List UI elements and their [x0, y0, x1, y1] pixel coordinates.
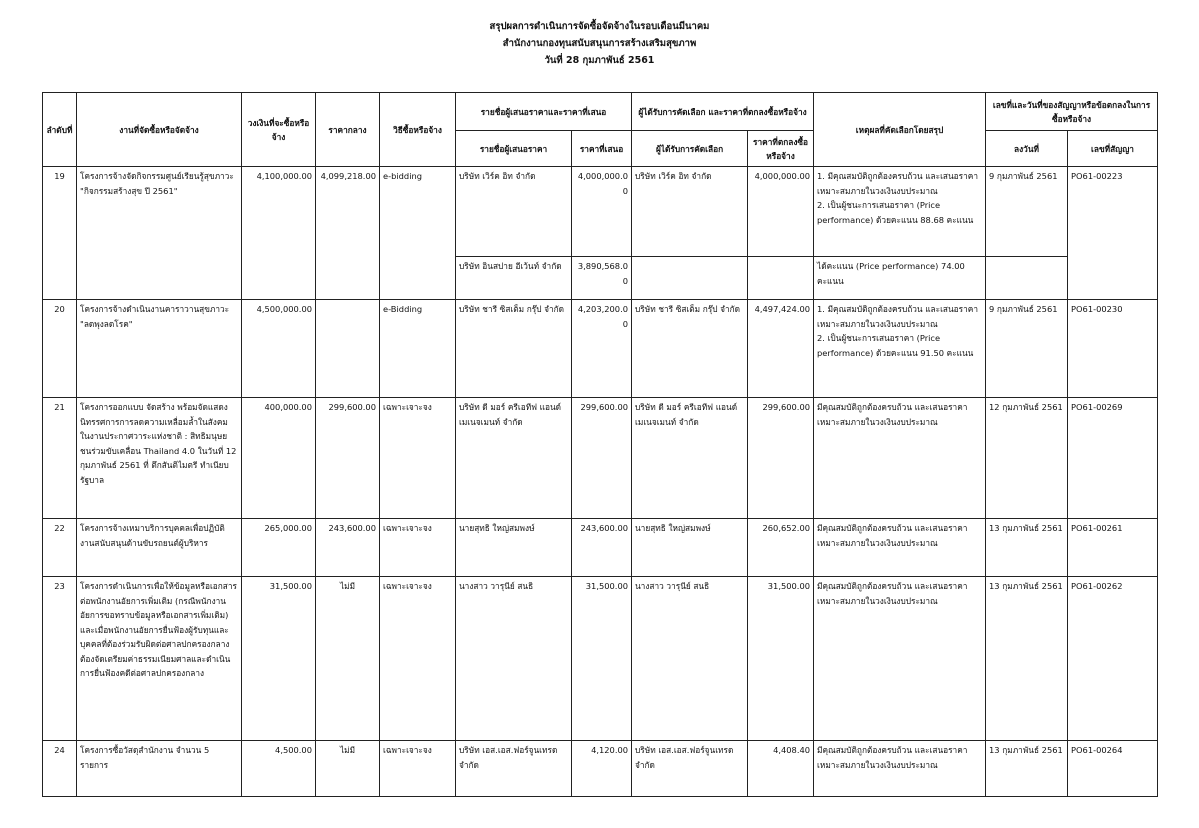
row-selected-name: นายสุทธิ ใหญ่สมพงษ์ [632, 519, 748, 577]
row-median: ไม่มี [316, 577, 380, 741]
row-median: 4,099,218.00 [316, 167, 380, 300]
report-title: สรุปผลการดำเนินการจัดซื้อจัดจ้างในรอบเดือนมีนาคม [489, 21, 710, 32]
row-selected-name: นางสาว วารุนีย์ สนธิ [632, 577, 748, 741]
row-contract-date: 13 กุมภาพันธ์ 2561 [986, 577, 1068, 741]
col-method: วิธีซื้อหรือจ้าง [380, 93, 456, 167]
row-bidder-name: บริษัท เอส.เอส.ฟอร์จูนเทรด จำกัด [456, 741, 572, 797]
reason-line-2: 2. เป็นผู้ชนะการเสนอราคา (Price performance) ด้วยคะแนน 91.50 คะแนน [817, 333, 974, 358]
row-reason [814, 300, 986, 398]
table-row [43, 167, 1158, 257]
reason-line-2: 2. เป็นผู้ชนะการเสนอราคา (Price performance) ด้วยคะแนน 88.68 คะแนน [817, 200, 974, 225]
row-agreed-price: 4,408.40 [748, 741, 814, 797]
row-agreed-price: 299,600.00 [748, 398, 814, 519]
row-contract-no: PO61-00261 [1068, 519, 1158, 577]
row-reason: มีคุณสมบัติถูกต้องครบถ้วน และเสนอราคาเหมาะสมภายในวงเงินงบประมาณ [814, 577, 986, 741]
col-selected-group: ผู้ได้รับการคัดเลือก และราคาที่ตกลงซื้อหรือจ้าง [632, 93, 814, 131]
table-row [43, 300, 1158, 398]
row-item: โครงการดำเนินการเพื่อให้ข้อมูลหรือเอกสารต่อพนักงานอัยการเพิ่มเติม (กรณีพนักงานอัยการขอทราบข้อมูลหรือเอกสารเพิ่มเติม) และเมื่อพนักงานอัยการยื่นฟ้องผู้รับทุนและบุคคลที่ต้องร่วมรับผิดต่อศาลปกครองกลาง ต้องจัดเตรียมค่าธรรมเนียมศาลและดำเนินการยื่นฟ้องคดีต่อศาลปกครองกลาง [77, 577, 242, 741]
row-reason: ได้คะแนน (Price performance) 74.00 คะแนน [814, 257, 986, 300]
row-bid-price: 299,600.00 [572, 398, 632, 519]
row-method: e-bidding [380, 167, 456, 300]
row-contract-date: 13 กุมภาพันธ์ 2561 [986, 741, 1068, 797]
row-selected-name: บริษัท ดี มอร์ ครีเอทีฟ แอนด์เมเนจเมนท์ จำกัด [632, 398, 748, 519]
row-agreed-price: 260,652.00 [748, 519, 814, 577]
row-agreed-price: 4,000,000.00 [748, 167, 814, 257]
row-budget: 400,000.00 [242, 398, 316, 519]
row-median [316, 300, 380, 398]
reason-line-1: 1. มีคุณสมบัติถูกต้องครบถ้วน และเสนอราคาเหมาะสมภายในวงเงินงบประมาณ [817, 171, 978, 196]
procurement-table [42, 92, 1158, 797]
row-budget: 4,500.00 [242, 741, 316, 797]
table-header [43, 93, 1158, 167]
row-bid-price: 4,000,000.00 [572, 167, 632, 257]
row-no: 22 [43, 519, 77, 577]
row-contract-no: PO61-00223 [1068, 167, 1158, 300]
table-row [43, 577, 1158, 741]
row-budget: 265,000.00 [242, 519, 316, 577]
row-median: 299,600.00 [316, 398, 380, 519]
row-no: 23 [43, 577, 77, 741]
row-contract-date: 9 กุมภาพันธ์ 2561 [986, 300, 1068, 398]
col-bid-price: ราคาที่เสนอ [572, 131, 632, 167]
row-selected-name [632, 257, 748, 300]
row-agreed-price [748, 257, 814, 300]
row-bidder-name: บริษัท ดี มอร์ ครีเอทีฟ แอนด์เมเนจเมนท์ จำกัด [456, 398, 572, 519]
row-method: เฉพาะเจาะจง [380, 519, 456, 577]
row-selected-name: บริษัท ชารี ซิสเต็ม กรุ๊ป จำกัด [632, 300, 748, 398]
row-bidder-name: บริษัท ชารี ซิสเต็ม กรุ๊ป จำกัด [456, 300, 572, 398]
row-agreed-price: 4,497,424.00 [748, 300, 814, 398]
row-selected-name: บริษัท เอส.เอส.ฟอร์จูนเทรด จำกัด [632, 741, 748, 797]
table-row [43, 398, 1158, 519]
col-contract-date: ลงวันที่ [986, 131, 1068, 167]
col-reason: เหตุผลที่คัดเลือกโดยสรุป [814, 93, 986, 167]
row-selected-name: บริษัท เวิร์ค อิท จำกัด [632, 167, 748, 257]
row-bidder-name: บริษัท เวิร์ค อิท จำกัด [456, 167, 572, 257]
col-bidders-group: รายชื่อผู้เสนอราคาและราคาที่เสนอ [456, 93, 632, 131]
table-row [43, 741, 1158, 797]
col-bidder-name: รายชื่อผู้เสนอราคา [456, 131, 572, 167]
report-agency: สำนักงานกองทุนสนับสนุนการสร้างเสริมสุขภาพ [502, 38, 697, 49]
table-row [43, 519, 1158, 577]
col-agreed-price: ราคาที่ตกลงซื้อหรือจ้าง [748, 131, 814, 167]
row-no: 21 [43, 398, 77, 519]
report-date: วันที่ 28 กุมภาพันธ์ 2561 [544, 55, 655, 66]
row-agreed-price: 31,500.00 [748, 577, 814, 741]
row-item: โครงการออกแบบ จัดสร้าง พร้อมจัดแสดงนิทรรศการการลดความเหลื่อมล้ำในสังคม ในงานประกาศวาระแห่งชาติ : สิทธิมนุษยชนร่วมขับเคลื่อน Thailand 4.0 ในวันที่ 12 กุมภาพันธ์ 2561 ที่ ตึกสันติไมตรี ทำเนียบรัฐบาล [77, 398, 242, 519]
row-bidder-name: นายสุทธิ ใหญ่สมพงษ์ [456, 519, 572, 577]
row-item: โครงการซื้อวัสดุสำนักงาน จำนวน 5 รายการ [77, 741, 242, 797]
row-item: โครงการจ้างเหมาบริการบุคคลเพื่อปฏิบัติงานสนับสนุนด้านขับรถยนต์ผู้บริหาร [77, 519, 242, 577]
table-body [43, 167, 1158, 797]
row-contract-date [986, 257, 1068, 300]
row-contract-date: 12 กุมภาพันธ์ 2561 [986, 398, 1068, 519]
row-contract-no: PO61-00264 [1068, 741, 1158, 797]
row-bid-price: 31,500.00 [572, 577, 632, 741]
col-no: ลำดับที่ [43, 93, 77, 167]
row-bid-price: 243,600.00 [572, 519, 632, 577]
col-median: ราคากลาง [316, 93, 380, 167]
row-bidder-name: นางสาว วารุนีย์ สนธิ [456, 577, 572, 741]
col-item: งานที่จัดซื้อหรือจัดจ้าง [77, 93, 242, 167]
row-contract-no: PO61-00230 [1068, 300, 1158, 398]
row-method: เฉพาะเจาะจง [380, 741, 456, 797]
row-budget: 31,500.00 [242, 577, 316, 741]
row-bid-price: 4,203,200.00 [572, 300, 632, 398]
row-no: 24 [43, 741, 77, 797]
row-budget: 4,500,000.00 [242, 300, 316, 398]
row-reason [814, 167, 986, 257]
row-bid-price: 4,120.00 [572, 741, 632, 797]
report-header [0, 18, 1199, 69]
row-budget: 4,100,000.00 [242, 167, 316, 300]
col-contract-group: เลขที่และวันที่ของสัญญาหรือข้อตกลงในการซื้อหรือจ้าง [986, 93, 1158, 131]
row-method: เฉพาะเจาะจง [380, 577, 456, 741]
row-bidder-name: บริษัท อินสปาย อีเว้นท์ จำกัด [456, 257, 572, 300]
row-no: 20 [43, 300, 77, 398]
col-selected-name: ผู้ได้รับการคัดเลือก [632, 131, 748, 167]
row-item: โครงการจ้างจัดกิจกรรมศูนย์เรียนรู้สุขภาวะ "กิจกรรมสร้างสุข ปี 2561" [77, 167, 242, 300]
row-contract-no: PO61-00262 [1068, 577, 1158, 741]
row-contract-date: 13 กุมภาพันธ์ 2561 [986, 519, 1068, 577]
row-item: โครงการจ้างดำเนินงานคาราวานสุขภาวะ "ลดพุงลดโรค" [77, 300, 242, 398]
row-method: e-Bidding [380, 300, 456, 398]
row-bid-price: 3,890,568.00 [572, 257, 632, 300]
row-contract-no: PO61-00269 [1068, 398, 1158, 519]
col-budget: วงเงินที่จะซื้อหรือจ้าง [242, 93, 316, 167]
row-no: 19 [43, 167, 77, 300]
col-contract-no: เลขที่สัญญา [1068, 131, 1158, 167]
row-median: 243,600.00 [316, 519, 380, 577]
row-method: เฉพาะเจาะจง [380, 398, 456, 519]
row-median: ไม่มี [316, 741, 380, 797]
reason-line-1: 1. มีคุณสมบัติถูกต้องครบถ้วน และเสนอราคาเหมาะสมภายในวงเงินงบประมาณ [817, 304, 978, 329]
row-reason: มีคุณสมบัติถูกต้องครบถ้วน และเสนอราคาเหมาะสมภายในวงเงินงบประมาณ [814, 741, 986, 797]
row-reason: มีคุณสมบัติถูกต้องครบถ้วน และเสนอราคาเหมาะสมภายในวงเงินงบประมาณ [814, 519, 986, 577]
row-reason: มีคุณสมบัติถูกต้องครบถ้วน และเสนอราคาเหมาะสมภายในวงเงินงบประมาณ [814, 398, 986, 519]
row-contract-date: 9 กุมภาพันธ์ 2561 [986, 167, 1068, 257]
